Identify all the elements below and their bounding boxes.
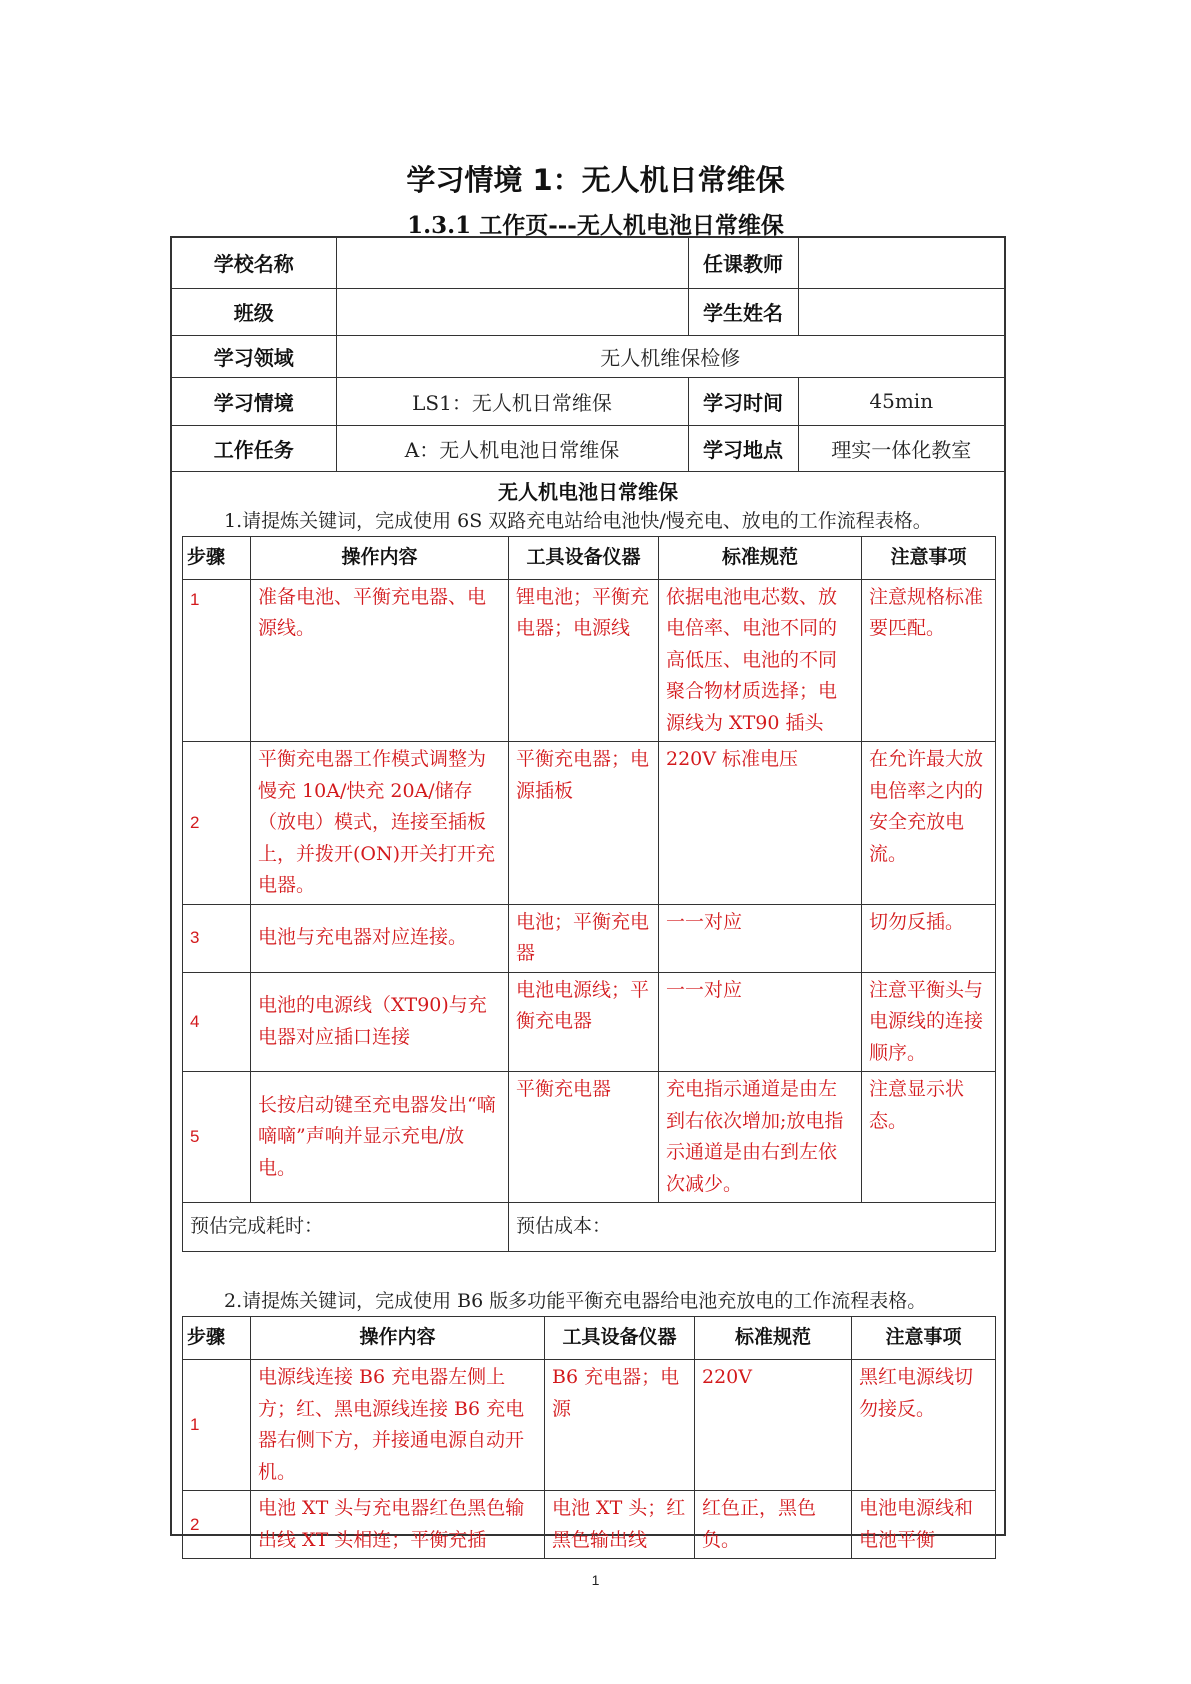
table-row: [183, 1360, 996, 1491]
tools-equipment: 电池 XT 头；红黑色输出线: [545, 1491, 695, 1559]
column-header-tools: 工具设备仪器: [509, 536, 659, 579]
column-header-step: 步骤: [183, 1317, 251, 1360]
tools-equipment: B6 充电器；电源: [545, 1360, 695, 1491]
step-number: 2: [183, 1491, 251, 1559]
document-subtitle: 1.3.1 工作页---无人机电池日常维保: [407, 212, 784, 239]
table-row: [183, 742, 996, 905]
school-value[interactable]: [336, 238, 688, 288]
standard-spec: 一一对应: [659, 972, 862, 1072]
step-number: 5: [183, 1072, 251, 1203]
teacher-value[interactable]: [798, 238, 1004, 288]
precautions: 在允许最大放电倍率之内的安全充放电流。: [862, 742, 996, 905]
standard-spec: 依据电池电芯数、放电倍率、电池不同的高低压、电池的不同聚合物材质选择；电源线为 XT90 插头: [659, 579, 862, 742]
tools-equipment: 平衡充电器: [509, 1072, 659, 1203]
estimated-cost-field[interactable]: 预估成本：: [509, 1203, 996, 1252]
column-header-notes: 注意事项: [852, 1317, 996, 1360]
precautions: 注意显示状态。: [862, 1072, 996, 1203]
tools-equipment: 平衡充电器；电源插板: [509, 742, 659, 905]
step-number: 1: [183, 1360, 251, 1491]
standard-spec: 220V: [695, 1360, 852, 1491]
precautions: 电池电源线和电池平衡: [852, 1491, 996, 1559]
tools-equipment: 锂电池；平衡充电器；电源线: [509, 579, 659, 742]
column-header-content: 操作内容: [251, 536, 509, 579]
step-number: 1: [183, 579, 251, 742]
step-number: 3: [183, 904, 251, 972]
table-row: [183, 579, 996, 742]
column-header-tools: 工具设备仪器: [545, 1317, 695, 1360]
student-label: 学生姓名: [688, 288, 798, 335]
tools-equipment: 电池电源线；平衡充电器: [509, 972, 659, 1072]
workflow-table-2: [182, 1316, 996, 1559]
workflow-table-1: [182, 536, 996, 1253]
precautions: 黑红电源线切勿接反。: [852, 1360, 996, 1491]
table-row: [183, 972, 996, 1072]
operation-content: 电池的电源线（XT90)与充电器对应插口连接: [251, 972, 509, 1072]
column-header-step: 步骤: [183, 536, 251, 579]
situation-value: LS1：无人机日常维保: [336, 377, 688, 425]
situation-label: 学习情境: [172, 377, 336, 425]
info-table: [172, 238, 1004, 472]
estimated-time-field[interactable]: 预估完成耗时：: [183, 1203, 509, 1252]
operation-content: 电源线连接 B6 充电器左侧上方；红、黑电源线连接 B6 充电器右侧下方，并接通电源自动开机。: [251, 1360, 545, 1491]
table-row: [183, 1491, 996, 1559]
school-label: 学校名称: [172, 238, 336, 288]
place-value: 理实一体化教室: [798, 425, 1004, 471]
question-1: 1.请提炼关键词，完成使用 6S 双路充电站给电池快/慢充电、放电的工作流程表格。: [224, 509, 932, 532]
time-value: 45min: [798, 377, 1004, 425]
standard-spec: 红色正，黑色负。: [695, 1491, 852, 1559]
field-label: 学习领域: [172, 335, 336, 377]
operation-content: 电池 XT 头与充电器红色黑色输出线 XT 头相连；平衡充插: [251, 1491, 545, 1559]
standard-spec: 220V 标准电压: [659, 742, 862, 905]
tools-equipment: 电池；平衡充电器: [509, 904, 659, 972]
page-number: 1: [591, 1572, 600, 1588]
standard-spec: 充电指示通道是由左到右依次增加;放电指示通道是由右到左依次减少。: [659, 1072, 862, 1203]
column-header-standard: 标准规范: [695, 1317, 852, 1360]
operation-content: 长按启动键至充电器发出“嘀嘀嘀”声响并显示充电/放电。: [251, 1072, 509, 1203]
column-header-standard: 标准规范: [659, 536, 862, 579]
section-title: 无人机电池日常维保: [498, 479, 678, 504]
document-title: 学习情境 1：无人机日常维保: [406, 163, 785, 197]
class-value[interactable]: [336, 288, 688, 335]
step-number: 4: [183, 972, 251, 1072]
column-header-content: 操作内容: [251, 1317, 545, 1360]
class-label: 班级: [172, 288, 336, 335]
student-value[interactable]: [798, 288, 1004, 335]
precautions: 注意平衡头与电源线的连接顺序。: [862, 972, 996, 1072]
task-value: A：无人机电池日常维保: [336, 425, 688, 471]
place-label: 学习地点: [688, 425, 798, 471]
standard-spec: 一一对应: [659, 904, 862, 972]
operation-content: 平衡充电器工作模式调整为慢充 10A/快充 20A/储存（放电）模式，连接至插板上，并拨开(ON)开关打开充电器。: [251, 742, 509, 905]
column-header-notes: 注意事项: [862, 536, 996, 579]
precautions: 注意规格标准要匹配。: [862, 579, 996, 742]
teacher-label: 任课教师: [688, 238, 798, 288]
operation-content: 电池与充电器对应连接。: [251, 904, 509, 972]
worksheet-frame: [170, 236, 1006, 1551]
table-row: [183, 1072, 996, 1203]
field-value: 无人机维保检修: [336, 335, 1004, 377]
time-label: 学习时间: [688, 377, 798, 425]
step-number: 2: [183, 742, 251, 905]
question-2: 2.请提炼关键词，完成使用 B6 版多功能平衡充电器给电池充放电的工作流程表格。: [224, 1290, 927, 1312]
table-row: [183, 904, 996, 972]
precautions: 切勿反插。: [862, 904, 996, 972]
operation-content: 准备电池、平衡充电器、电源线。: [251, 579, 509, 742]
task-label: 工作任务: [172, 425, 336, 471]
